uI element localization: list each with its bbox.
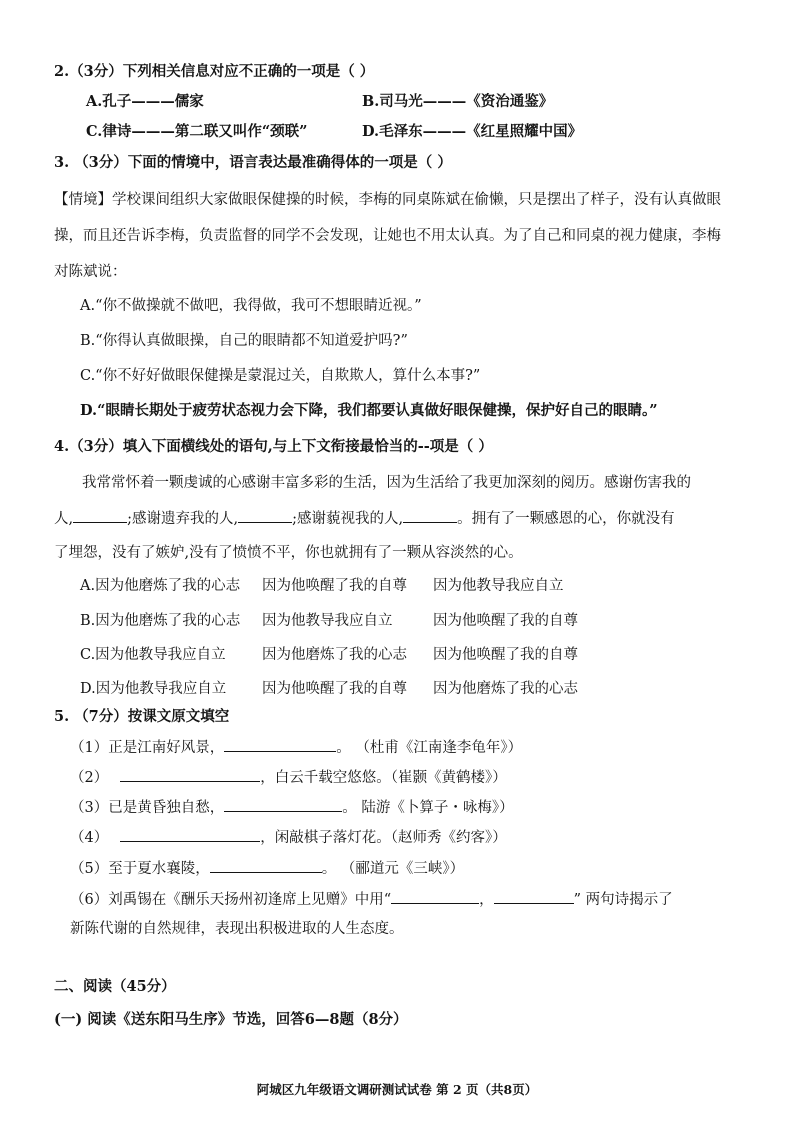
q4-passage-line: 我常常怀着一颗虔诚的心感谢丰富多彩的生活，因为生活给了我更加深刻的阅历。感谢伤害我的: [82, 475, 691, 491]
q2-option-b: B.司马光———《资治通鉴》: [362, 93, 554, 110]
q2-stem: 2.（3分）下列相关信息对应不正确的一项是（ ）: [54, 63, 375, 80]
q4-stem: 4.（3分）填入下面横线处的语句,与上下文衔接最恰当的--项是（ ）: [54, 438, 493, 455]
q3-option-b: B.“你得认真做眼操，自己的眼睛都不知道爱护吗?”: [80, 333, 408, 349]
fill-blank[interactable]: [494, 889, 574, 904]
fill-blank[interactable]: [403, 508, 457, 523]
q3-option-c: C.“你不好好做眼保健操是蒙混过关，自欺欺人，算什么本事?”: [80, 368, 481, 384]
q5-item-2: [70, 767, 507, 788]
q4-passage-line: [54, 508, 675, 529]
fill-blank[interactable]: [120, 827, 260, 842]
q4-option-clause: 因为他磨炼了我的心志: [433, 681, 578, 697]
q5-text: ，白云千载空悠悠。（崔颢《黄鹤楼》）: [260, 770, 507, 786]
fill-blank[interactable]: [73, 508, 127, 523]
q3-context-line: 操，而且还告诉李梅，负责监督的同学不会发现，让她也不用太认真。为了自己和同桌的视力健康，李梅: [54, 228, 721, 244]
q4-passage-text: ;感谢藐视我的人,: [292, 511, 404, 527]
q4-option-clause: 因为他磨炼了我的心志: [262, 647, 407, 663]
q3-option-d: D.“眼睛长期处于疲劳状态视力会下降，我们都要认真做好眼保健操，保护好自己的眼睛。”: [80, 402, 658, 419]
q5-text: 。 （杜甫《江南逢李龟年》）: [336, 740, 523, 756]
fill-blank[interactable]: [238, 508, 292, 523]
q4-passage-text: 。拥有了一颗感恩的心，你就没有: [457, 511, 675, 527]
q5-text: （1）正是江南好风景，: [70, 740, 225, 756]
q4-option-label: B.因为他磨炼了我的心志: [80, 613, 241, 629]
q3-option-a: A.“你不做操就不做吧，我得做，我可不想眼睛近视。”: [80, 298, 422, 314]
q5-item-1: [70, 737, 522, 758]
q5-text: （6）刘禹锡在《酬乐天扬州初逢席上见赠》中用“: [70, 892, 392, 908]
q2-option-d: D.毛泽东———《红星照耀中国》: [362, 123, 583, 140]
q4-passage-text: ;感谢遗弃我的人,: [127, 511, 239, 527]
q4-option-label: D.因为他教导我应自立: [80, 681, 227, 697]
q5-text: （5）至于夏水襄陵，: [70, 861, 210, 877]
q4-passage-line: 了埋怨，没有了嫉妒,没有了愤愤不平，你也就拥有了一颗从容淡然的心。: [54, 545, 523, 561]
q4-option-clause: 因为他唤醒了我的自尊: [433, 613, 578, 629]
q4-option-clause: 因为他唤醒了我的自尊: [262, 681, 407, 697]
q5-text: 。 陆游《卜算子・咏梅》）: [342, 800, 514, 816]
q4-option-label: C.因为他教导我应自立: [80, 647, 226, 663]
q5-text: 。 （郦道元《三峡》）: [321, 861, 465, 877]
q5-item-4: [70, 827, 507, 848]
fill-blank[interactable]: [391, 889, 479, 904]
fill-blank[interactable]: [120, 767, 260, 782]
q2-option-c: C.律诗———第二联又叫作“颈联”: [86, 123, 308, 140]
page-footer: 阿城区九年级语文调研测试试卷 第 2 页（共8页）: [256, 1082, 538, 1097]
q5-text: （4）: [70, 830, 109, 846]
q4-option-clause: 因为他教导我应自立: [262, 613, 393, 629]
q5-item-6-continued: 新陈代谢的自然规律，表现出积极进取的人生态度。: [70, 921, 404, 937]
q3-context-line: 对陈斌说：: [54, 264, 127, 280]
fill-blank[interactable]: [224, 737, 336, 752]
q5-text: （2）: [70, 770, 109, 786]
q5-text: （3）已是黄昏独自愁，: [70, 800, 225, 816]
q5-item-6: [70, 889, 673, 910]
q3-stem: 3. （3分）下面的情境中，语言表达最准确得体的一项是（ ）: [54, 154, 452, 171]
q5-item-3: [70, 797, 514, 818]
q2-option-a: A.孔子———儒家: [86, 93, 204, 110]
q5-text: ，: [479, 892, 494, 908]
q4-option-clause: 因为他唤醒了我的自尊: [262, 578, 407, 594]
q5-item-5: [70, 858, 464, 879]
q5-text: ” 两句诗揭示了: [573, 892, 673, 908]
section-subtitle: (一) 阅读《送东阳马生序》节选，回答6—8题（8分）: [54, 1011, 408, 1028]
q4-option-label: A.因为他磨炼了我的心志: [80, 578, 241, 594]
q4-passage-text: 人,: [54, 511, 74, 527]
q4-option-clause: 因为他唤醒了我的自尊: [433, 647, 578, 663]
q5-text: ，闲敲棋子落灯花。（赵师秀《约客》）: [260, 830, 507, 846]
q3-context-line: 【情境】学校课间组织大家做眼保健操的时候，李梅的同桌陈斌在偷懒，只是摆出了样子，没有认真做眼: [54, 192, 721, 208]
q5-stem: 5. （7分）按课文原文填空: [54, 708, 230, 725]
section-title: 二、阅读（45分）: [54, 978, 176, 995]
fill-blank[interactable]: [210, 858, 322, 873]
q4-option-clause: 因为他教导我应自立: [433, 578, 564, 594]
fill-blank[interactable]: [224, 797, 342, 812]
